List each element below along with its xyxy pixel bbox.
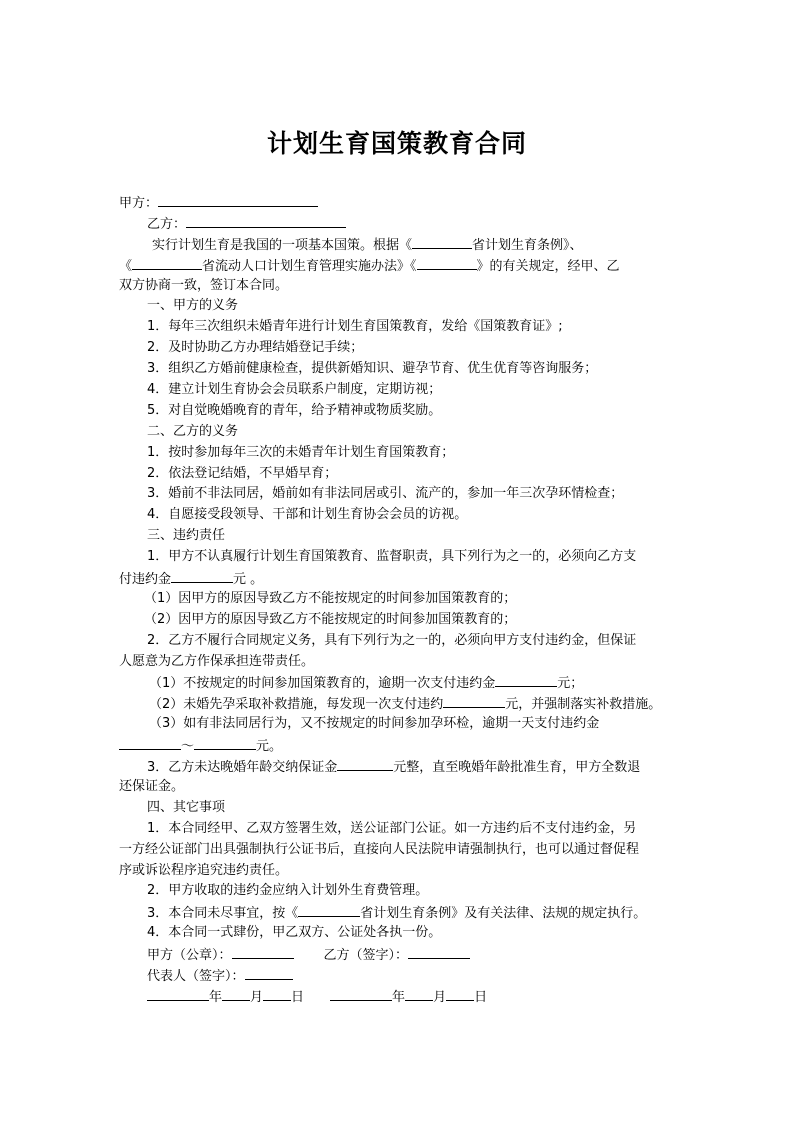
list-item: 1．每年三次组织未婚青年进行计划生育国策教育，发给《国策教育证》;	[147, 319, 563, 335]
intro-text: 》的有关规定，经甲、乙	[476, 258, 620, 274]
signature-line	[119, 944, 689, 965]
clause-fragment: 付违约金	[119, 572, 172, 588]
sub-item: （3）如有非法同居行为，又不按规定的时间参加孕环检，逾期一天支付违约金	[149, 716, 600, 732]
party-b-label: 乙方：	[147, 216, 187, 232]
intro-text: 双方协商一致，签订本合同。	[119, 277, 289, 293]
intro-line-3	[119, 276, 689, 297]
document-body	[119, 192, 689, 1007]
clause-fragment: 元；	[557, 676, 584, 692]
party-a-label: 甲方：	[119, 196, 159, 211]
party-a-seal-label: 甲方（公章）：	[147, 948, 232, 964]
list-item: 3．组织乙方婚前健康检查，提供新婚知识、避孕节育、优生优育等咨询服务；	[147, 361, 598, 377]
regulation-blank	[417, 255, 477, 270]
clause-fragment: 3．本合同未尽事宜，按《	[147, 906, 299, 922]
list-item: 5．对自觉晚婚晚育的青年，给予精神或物质奖励。	[147, 402, 442, 418]
party-b-blank	[186, 213, 346, 228]
section-heading: 二、乙方的义务	[147, 423, 239, 439]
clause-text	[119, 568, 689, 589]
clause-fragment: 省计划生育条例》及有关法律、法规的规定执行。	[360, 906, 647, 922]
year-blank	[330, 986, 392, 1001]
document-title: 计划生育国策教育合同	[266, 129, 527, 158]
month-label: 月	[250, 989, 264, 1005]
representative-label: 代表人（签字）：	[147, 968, 245, 984]
clause-text: 1．甲方不认真履行计划生育国策教育、监督职责，具下列行为之一的，必须向乙方支	[147, 549, 637, 565]
day-blank	[263, 986, 291, 1001]
clause-text: 人愿意为乙方作保承担连带责任。	[119, 653, 315, 669]
list-item: 4．建立计划生育协会会员联系户制度，定期访视；	[147, 382, 442, 398]
clause-fragment: 3．乙方未达晚婚年龄交纳保证金	[147, 760, 338, 776]
province-blank	[412, 234, 472, 249]
year-blank	[147, 986, 209, 1001]
sub-item	[119, 672, 689, 693]
amount-blank	[495, 672, 557, 687]
clause-text: 一方经公证部门出具强制执行公证书后，直接向人民法院申请强制执行，也可以通过督促程	[119, 841, 640, 857]
clause-text	[119, 756, 689, 777]
amount-blank	[443, 693, 505, 708]
list-item: 4．自愿接受段领导、干部和计划生育协会会员的访视。	[147, 507, 468, 523]
seal-blank	[232, 944, 294, 959]
month-blank	[222, 986, 250, 1001]
clause-text: 1．本合同经甲、乙双方签署生效，送公证部门公证。如一方违约后不支付违约金，另	[147, 820, 637, 836]
clause-fragment: ～	[181, 739, 195, 755]
intro-line-2	[119, 255, 689, 276]
clause-fragment: 元，并强制落实补救措施。	[505, 697, 662, 713]
clause-fragment: （1）不按规定的时间参加国策教育的，逾期一次支付违约金	[149, 676, 496, 692]
clause-text: 2．乙方不履行合同规定义务，具有下列行为之一的，必须向甲方支付违约金，但保证	[147, 632, 637, 648]
intro-text: 省流动人口计划生育管理实施办法》《	[202, 258, 417, 274]
party-b-sign-label: 乙方（签字）：	[323, 948, 409, 964]
clause-fragment: （2）未婚先孕采取补救措施，每发现一次支付违约	[149, 697, 444, 713]
intro-line-1	[119, 234, 689, 255]
province-blank	[298, 902, 360, 917]
signature-blank	[245, 965, 293, 980]
amount-blank	[337, 756, 393, 771]
month-label: 月	[433, 989, 447, 1005]
clause-text: 2．甲方收取的违约金应纳入计划外生育费管理。	[147, 883, 429, 899]
party-a-line	[119, 192, 689, 213]
sub-item	[119, 693, 689, 714]
day-blank	[446, 986, 474, 1001]
clause-fragment: 元整，直至晚婚年龄批准生育，甲方全数退	[393, 760, 641, 776]
clause-fragment: 元。	[256, 739, 283, 755]
party-b-line	[119, 213, 689, 234]
month-blank	[405, 986, 433, 1001]
intro-text: 省计划生育条例》、	[472, 237, 583, 253]
section-heading: 一、甲方的义务	[147, 298, 239, 314]
intro-text: 《	[119, 258, 133, 274]
clause-text: 序或诉讼程序追究违约责任。	[119, 862, 289, 878]
clause-text: 4．本合同一式肆份，甲乙双方、公证处各执一份。	[147, 925, 442, 941]
amount-blank	[194, 735, 256, 750]
clause-text	[119, 735, 689, 756]
list-item: 3．婚前不非法同居，婚前如有非法同居或引、流产的，参加一年三次孕环情检查；	[147, 486, 624, 502]
day-label: 日	[291, 989, 305, 1005]
day-label: 日	[474, 989, 488, 1005]
section-heading: 三、违约责任	[147, 528, 226, 544]
date-line	[119, 986, 689, 1007]
clause-text	[119, 902, 689, 923]
clause-fragment: 元 。	[233, 572, 264, 588]
sub-item: （1）因甲方的原因导致乙方不能按规定的时间参加国策教育的；	[144, 590, 517, 606]
year-label: 年	[209, 989, 223, 1005]
section-heading: 四、其它事项	[147, 799, 226, 815]
clause-text: 还保证金。	[119, 778, 185, 794]
list-item: 2．及时协助乙方办理结婚登记手续；	[147, 340, 364, 356]
year-label: 年	[392, 989, 406, 1005]
province-blank	[132, 255, 202, 270]
party-a-blank	[158, 192, 318, 207]
representative-line	[119, 965, 689, 986]
sub-item: （2）因甲方的原因导致乙方不能按规定的时间参加国策教育的；	[144, 611, 517, 627]
list-item: 1．按时参加每年三次的未婚青年计划生育国策教育；	[147, 444, 455, 460]
intro-text: 实行计划生育是我国的一项基本国策。根据《	[152, 237, 413, 253]
list-item: 2．依法登记结婚，不早婚早育；	[147, 465, 338, 481]
amount-blank	[119, 735, 181, 750]
signature-blank	[408, 944, 470, 959]
amount-blank	[171, 568, 233, 583]
